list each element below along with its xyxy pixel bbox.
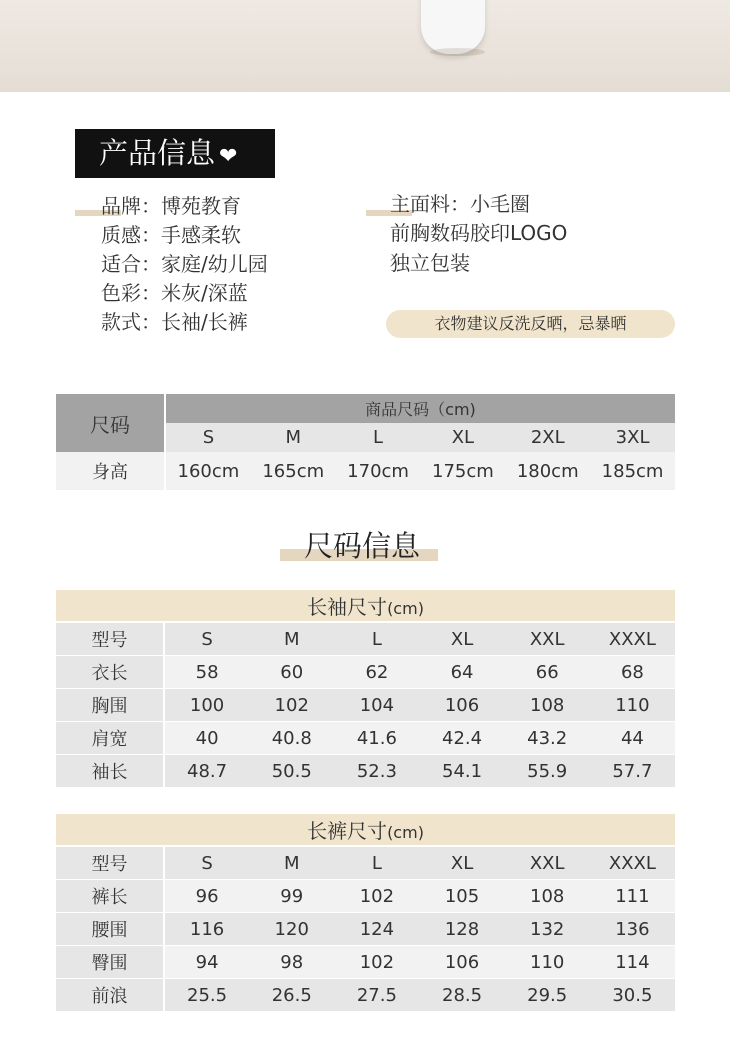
table-cell: XXXL xyxy=(590,847,675,880)
table-cell: XL xyxy=(419,623,504,656)
info-logo: 前胸数码胶印LOGO xyxy=(390,221,568,245)
info-fabric: 主面料：小毛圈 xyxy=(390,192,530,216)
table-cell: 128 xyxy=(419,913,504,946)
product-info-title-text: 产品信息 xyxy=(99,136,216,170)
table-cell: 25.5 xyxy=(164,979,249,1012)
table-row xyxy=(56,689,675,722)
info-brand: 品牌：博苑教育 xyxy=(101,194,241,218)
table-cell: 58 xyxy=(164,656,249,689)
row-label: 型号 xyxy=(56,847,164,880)
table-cell: 64 xyxy=(419,656,504,689)
table-cell: 98 xyxy=(249,946,334,979)
table-cell: XL xyxy=(419,847,504,880)
table-cell: 132 xyxy=(505,913,590,946)
table-cell: 106 xyxy=(419,946,504,979)
table-cell: 48.7 xyxy=(164,755,249,788)
product-photo xyxy=(0,0,730,92)
row-label: 裤长 xyxy=(56,880,164,913)
table-cell: 110 xyxy=(505,946,590,979)
table-cell: 68 xyxy=(590,656,675,689)
table-cell: XXL xyxy=(505,847,590,880)
table-cell: 111 xyxy=(590,880,675,913)
table-cell: 108 xyxy=(505,880,590,913)
table-row xyxy=(56,722,675,755)
table-cell: L xyxy=(334,847,419,880)
table-row xyxy=(56,847,675,880)
table-cell: 62 xyxy=(334,656,419,689)
table-cell: 66 xyxy=(505,656,590,689)
table-cell: 52.3 xyxy=(334,755,419,788)
table-row xyxy=(56,755,675,788)
table-cell: 100 xyxy=(164,689,249,722)
table-row xyxy=(56,913,675,946)
size-cell: S xyxy=(166,423,251,452)
table-row xyxy=(56,656,675,689)
table-cell: 26.5 xyxy=(249,979,334,1012)
table-cell: 110 xyxy=(590,689,675,722)
height-cell: 160cm xyxy=(166,452,251,490)
info-packaging: 独立包装 xyxy=(390,251,470,275)
row-label: 臀围 xyxy=(56,946,164,979)
table-cell: S xyxy=(164,623,249,656)
table-cell: S xyxy=(164,847,249,880)
table-row xyxy=(56,946,675,979)
height-cell: 185cm xyxy=(590,452,675,490)
table-cell: 102 xyxy=(334,880,419,913)
table-row xyxy=(56,880,675,913)
table-cell: 42.4 xyxy=(419,722,504,755)
row-label: 袖长 xyxy=(56,755,164,788)
shoe-image xyxy=(421,0,485,54)
info-texture: 质感：手感柔软 xyxy=(101,223,241,247)
size-info-title: 尺码信息 xyxy=(304,529,421,563)
table-cell: L xyxy=(334,623,419,656)
row-label: 腰围 xyxy=(56,913,164,946)
info-suitable: 适合：家庭/幼儿园 xyxy=(101,252,268,276)
size-cell: XL xyxy=(420,423,505,452)
table-cell: 28.5 xyxy=(419,979,504,1012)
sleeve-caption-unit: (cm) xyxy=(387,599,424,618)
row-label: 衣长 xyxy=(56,656,164,689)
table-row xyxy=(56,623,675,656)
table-cell: 29.5 xyxy=(505,979,590,1012)
table-cell: 99 xyxy=(249,880,334,913)
size-cell: 2XL xyxy=(505,423,590,452)
table-cell: 94 xyxy=(164,946,249,979)
table-cell: 50.5 xyxy=(249,755,334,788)
table-cell: 44 xyxy=(590,722,675,755)
table-cell: XXXL xyxy=(590,623,675,656)
table-cell: 43.2 xyxy=(505,722,590,755)
height-row-label: 身高 xyxy=(56,452,164,490)
row-label: 胸围 xyxy=(56,689,164,722)
height-cell: 170cm xyxy=(336,452,421,490)
table-cell: 30.5 xyxy=(590,979,675,1012)
table-cell: 57.7 xyxy=(590,755,675,788)
pants-size-table xyxy=(56,814,675,1012)
size-cell: L xyxy=(336,423,421,452)
size-corner-label: 尺码 xyxy=(56,394,164,452)
care-note: 衣物建议反洗反晒，忌暴晒 xyxy=(386,310,675,338)
table-cell: 60 xyxy=(249,656,334,689)
pants-caption-text: 长裤尺寸 xyxy=(307,819,388,843)
table-cell: 54.1 xyxy=(419,755,504,788)
height-cell: 165cm xyxy=(251,452,336,490)
height-cell: 180cm xyxy=(505,452,590,490)
table-cell: 104 xyxy=(334,689,419,722)
info-style: 款式：长袖/长裤 xyxy=(101,310,248,334)
table-cell: 102 xyxy=(249,689,334,722)
table-cell: 27.5 xyxy=(334,979,419,1012)
table-cell: 120 xyxy=(249,913,334,946)
table-cell: 106 xyxy=(419,689,504,722)
table-cell: 40 xyxy=(164,722,249,755)
table-cell: 96 xyxy=(164,880,249,913)
table-cell: 40.8 xyxy=(249,722,334,755)
row-label: 肩宽 xyxy=(56,722,164,755)
height-cell: 175cm xyxy=(420,452,505,490)
size-cell: 3XL xyxy=(590,423,675,452)
shoe-shadow xyxy=(430,48,485,56)
pants-caption-unit: (cm) xyxy=(387,823,424,842)
sleeve-caption-text: 长袖尺寸 xyxy=(307,595,388,619)
sleeve-table-caption xyxy=(56,590,675,621)
table-cell: 136 xyxy=(590,913,675,946)
table-row xyxy=(56,979,675,1012)
table-cell: 105 xyxy=(419,880,504,913)
table-cell: 114 xyxy=(590,946,675,979)
table-cell: 108 xyxy=(505,689,590,722)
table-cell: XXL xyxy=(505,623,590,656)
table-cell: 41.6 xyxy=(334,722,419,755)
info-color: 色彩：米灰/深蓝 xyxy=(101,281,248,305)
table-cell: 102 xyxy=(334,946,419,979)
height-table-header: 商品尺码（cm) xyxy=(166,394,675,423)
row-label: 型号 xyxy=(56,623,164,656)
row-label: 前浪 xyxy=(56,979,164,1012)
sleeve-size-table xyxy=(56,590,675,788)
size-cell: M xyxy=(251,423,336,452)
table-cell: 55.9 xyxy=(505,755,590,788)
heart-icon: ❤ xyxy=(219,144,238,169)
product-info-title xyxy=(75,129,275,178)
table-cell: 124 xyxy=(334,913,419,946)
table-cell: M xyxy=(249,623,334,656)
table-cell: 116 xyxy=(164,913,249,946)
height-size-table xyxy=(56,394,675,490)
table-cell: M xyxy=(249,847,334,880)
pants-table-caption xyxy=(56,814,675,845)
